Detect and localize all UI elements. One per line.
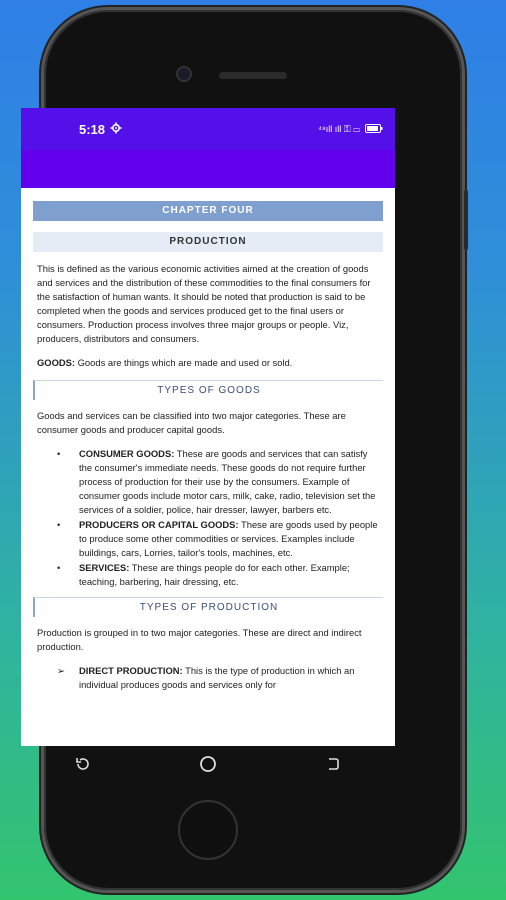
list-item-text: This is the type of production in which an individual produces goods and services only for bbox=[79, 665, 355, 690]
list-item-label: DIRECT PRODUCTION: bbox=[79, 665, 183, 676]
list-item-label: CONSUMER GOODS: bbox=[79, 448, 175, 459]
status-icons bbox=[318, 124, 383, 135]
list-item bbox=[57, 447, 379, 517]
back-icon[interactable] bbox=[313, 756, 353, 777]
types-of-goods-heading: TYPES OF GOODS bbox=[33, 380, 383, 400]
bullet-icon: • bbox=[57, 562, 61, 573]
signal-icon: ⁴⁸ıll ıll ⚿ ▭ bbox=[318, 123, 360, 134]
list-item-label: SERVICES: bbox=[79, 562, 130, 573]
earpiece-speaker bbox=[219, 72, 287, 79]
settings-gear-icon bbox=[110, 122, 122, 137]
home-icon[interactable] bbox=[188, 755, 228, 778]
list-item-text: These are goods and services that can satisfy the consumer's immediate needs. These goods do not require further process of production for their use by the consumers. Example of consumer goods include motor cars, milk, cake, radio, television set the services of a soldier, police, hair dresser, lawyer, barbers etc. bbox=[79, 448, 376, 515]
status-time: 5:18 bbox=[79, 121, 106, 137]
list-item-label: PRODUCERS OR CAPITAL GOODS: bbox=[79, 519, 239, 530]
intro-paragraph: This is defined as the various economic activities aimed at the creation of goods and services and the distribution of these commodities to the final consumers for the satisfaction of human wants. It should be noted that production is said to be completed when the goods and services produced get to the final users or consumers. Production process involves three major groups or people. Viz, producers, distributors and consumers. bbox=[37, 263, 371, 344]
front-camera bbox=[176, 66, 192, 82]
list-item bbox=[57, 518, 379, 560]
chapter-heading: CHAPTER FOUR bbox=[33, 201, 383, 221]
list-item-text: These are things people do for each other. Example; teaching, barbering, hair dressing, etc. bbox=[79, 562, 350, 587]
status-bar bbox=[21, 108, 395, 150]
goods-label: GOODS: bbox=[37, 357, 76, 368]
power-button bbox=[464, 190, 468, 250]
bullet-icon: • bbox=[57, 519, 61, 530]
goods-definition bbox=[37, 356, 379, 370]
screen bbox=[21, 108, 395, 746]
navigation-bar bbox=[21, 746, 395, 786]
bullet-icon: • bbox=[57, 448, 61, 459]
recents-icon[interactable] bbox=[63, 756, 103, 777]
list-item-text: These are goods used by people to produce some other commodities or services. Examples include buildings, cars, Lorries, tailor's tools, machines, etc. bbox=[79, 519, 378, 558]
list-item bbox=[57, 664, 379, 692]
types-of-goods-intro: Goods and services can be classified into two major categories. These are consumer goods and producer capital goods. bbox=[37, 410, 346, 435]
goods-text: Goods are things which are made and used or sold. bbox=[75, 357, 293, 368]
home-button[interactable] bbox=[178, 800, 238, 860]
goods-list bbox=[57, 447, 379, 589]
arrow-bullet-icon: ➢ bbox=[57, 665, 65, 676]
document-content[interactable] bbox=[21, 188, 395, 692]
section-title: PRODUCTION bbox=[33, 232, 383, 252]
battery-icon bbox=[365, 124, 383, 135]
list-item bbox=[57, 561, 379, 589]
types-of-production-intro: Production is grouped in to two major categories. These are direct and indirect production. bbox=[37, 627, 362, 652]
app-bar bbox=[21, 150, 395, 188]
types-of-production-heading: TYPES OF PRODUCTION bbox=[33, 597, 383, 617]
production-list bbox=[57, 664, 379, 692]
